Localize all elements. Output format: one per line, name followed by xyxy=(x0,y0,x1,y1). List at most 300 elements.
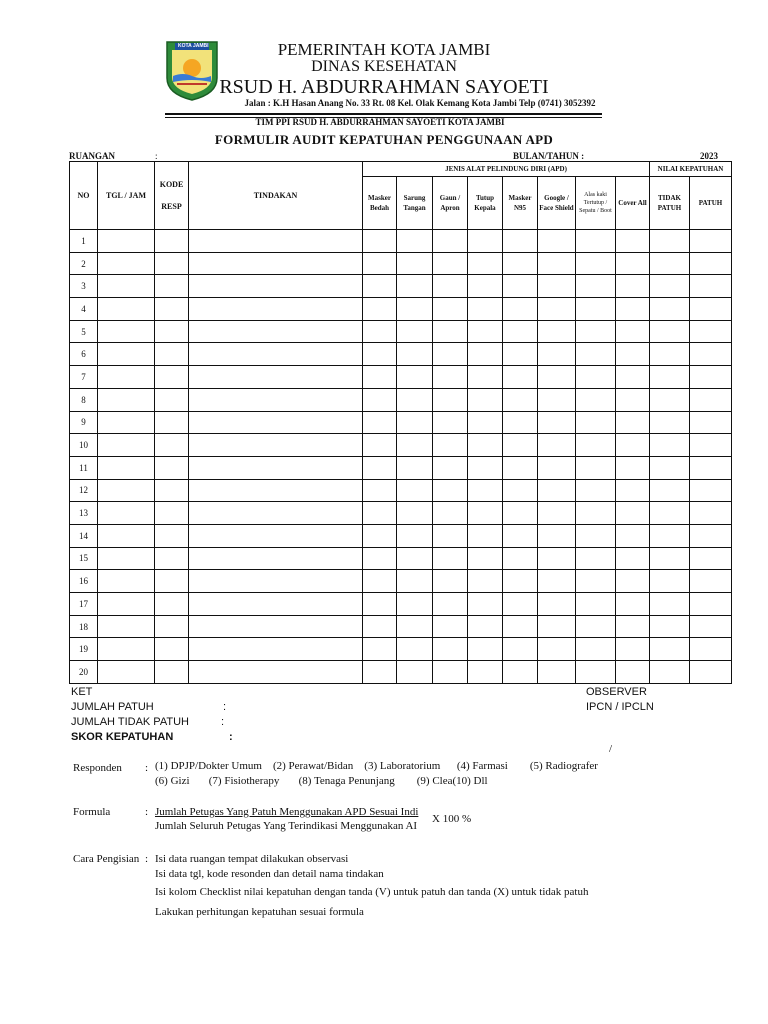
table-cell[interactable] xyxy=(503,388,538,411)
table-cell[interactable] xyxy=(397,661,433,684)
table-cell[interactable] xyxy=(468,570,503,593)
table-cell[interactable] xyxy=(155,502,189,525)
table-cell[interactable] xyxy=(538,388,576,411)
table-cell[interactable] xyxy=(468,320,503,343)
table-cell[interactable] xyxy=(397,275,433,298)
table-cell[interactable] xyxy=(155,275,189,298)
table-cell[interactable] xyxy=(397,456,433,479)
table-cell[interactable] xyxy=(690,230,732,253)
table-row xyxy=(70,615,732,638)
table-cell[interactable] xyxy=(189,570,363,593)
table-cell[interactable] xyxy=(98,343,155,366)
table-row xyxy=(70,275,732,298)
table-cell[interactable] xyxy=(650,343,690,366)
table-cell[interactable] xyxy=(576,252,616,275)
table-cell[interactable] xyxy=(363,230,397,253)
table-cell[interactable] xyxy=(98,388,155,411)
table-cell[interactable] xyxy=(189,320,363,343)
table-cell[interactable] xyxy=(189,615,363,638)
table-cell[interactable] xyxy=(189,502,363,525)
table-cell[interactable] xyxy=(468,479,503,502)
table-cell[interactable] xyxy=(576,434,616,457)
table-cell[interactable] xyxy=(363,320,397,343)
table-cell[interactable] xyxy=(503,275,538,298)
table-cell[interactable] xyxy=(363,615,397,638)
table-cell[interactable] xyxy=(538,298,576,321)
table-cell[interactable] xyxy=(433,456,468,479)
table-cell[interactable] xyxy=(503,252,538,275)
observer-label: OBSERVER xyxy=(586,686,647,698)
table-cell[interactable] xyxy=(576,388,616,411)
table-cell[interactable] xyxy=(650,615,690,638)
table-cell[interactable] xyxy=(503,479,538,502)
table-cell[interactable] xyxy=(189,479,363,502)
table-cell[interactable] xyxy=(468,275,503,298)
table-cell[interactable] xyxy=(397,411,433,434)
table-cell[interactable] xyxy=(576,570,616,593)
table-cell[interactable] xyxy=(155,230,189,253)
table-cell[interactable] xyxy=(433,593,468,616)
table-row xyxy=(70,366,732,389)
table-cell[interactable] xyxy=(189,638,363,661)
table-cell[interactable] xyxy=(576,230,616,253)
table-cell[interactable] xyxy=(616,524,650,547)
table-cell[interactable] xyxy=(650,524,690,547)
table-cell[interactable] xyxy=(363,388,397,411)
table-cell[interactable] xyxy=(690,366,732,389)
table-cell[interactable] xyxy=(397,343,433,366)
table-cell[interactable] xyxy=(690,275,732,298)
table-cell[interactable] xyxy=(433,298,468,321)
table-cell[interactable] xyxy=(98,230,155,253)
table-cell[interactable] xyxy=(468,298,503,321)
table-cell[interactable] xyxy=(538,252,576,275)
formula-numerator: Jumlah Petugas Yang Patuh Menggunakan APD Sesuai Indi xyxy=(155,806,419,818)
table-cell[interactable] xyxy=(576,479,616,502)
table-cell[interactable] xyxy=(616,502,650,525)
table-cell[interactable] xyxy=(503,615,538,638)
table-cell[interactable] xyxy=(98,638,155,661)
table-cell[interactable] xyxy=(616,434,650,457)
table-row xyxy=(70,252,732,275)
table-cell[interactable] xyxy=(98,434,155,457)
table-cell[interactable] xyxy=(433,615,468,638)
table-cell[interactable] xyxy=(98,502,155,525)
table-cell[interactable] xyxy=(538,230,576,253)
table-cell[interactable] xyxy=(468,388,503,411)
table-cell[interactable] xyxy=(616,298,650,321)
table-cell[interactable] xyxy=(363,570,397,593)
skor-label: SKOR KEPATUHAN xyxy=(71,731,174,743)
row-number: 2 xyxy=(70,252,98,275)
table-cell[interactable] xyxy=(98,615,155,638)
table-cell[interactable] xyxy=(433,343,468,366)
table-cell[interactable] xyxy=(538,593,576,616)
table-cell[interactable] xyxy=(468,615,503,638)
table-cell[interactable] xyxy=(155,456,189,479)
table-cell[interactable] xyxy=(189,411,363,434)
table-cell[interactable] xyxy=(189,456,363,479)
table-cell[interactable] xyxy=(363,434,397,457)
bulan-tahun-label: BULAN/TAHUN : xyxy=(513,151,585,161)
table-cell[interactable] xyxy=(189,298,363,321)
table-cell[interactable] xyxy=(503,661,538,684)
table-cell[interactable] xyxy=(690,479,732,502)
table-cell[interactable] xyxy=(650,434,690,457)
table-cell[interactable] xyxy=(189,230,363,253)
table-cell[interactable] xyxy=(155,320,189,343)
table-cell[interactable] xyxy=(616,252,650,275)
table-cell[interactable] xyxy=(538,524,576,547)
table-cell[interactable] xyxy=(616,411,650,434)
table-cell[interactable] xyxy=(650,275,690,298)
table-cell[interactable] xyxy=(538,434,576,457)
table-cell[interactable] xyxy=(363,593,397,616)
table-cell[interactable] xyxy=(98,456,155,479)
table-cell[interactable] xyxy=(690,456,732,479)
table-cell[interactable] xyxy=(189,252,363,275)
table-cell[interactable] xyxy=(650,252,690,275)
jumlah-patuh-colon: : xyxy=(223,701,227,713)
table-cell[interactable] xyxy=(397,570,433,593)
cara-item-1: Isi data ruangan tempat dilakukan observasi xyxy=(155,853,349,865)
row-number: 4 xyxy=(70,298,98,321)
table-cell[interactable] xyxy=(616,343,650,366)
table-cell[interactable] xyxy=(538,456,576,479)
table-cell[interactable] xyxy=(397,479,433,502)
table-cell[interactable] xyxy=(397,366,433,389)
table-cell[interactable] xyxy=(503,298,538,321)
table-cell[interactable] xyxy=(363,661,397,684)
table-cell[interactable] xyxy=(155,661,189,684)
table-row xyxy=(70,479,732,502)
table-cell[interactable] xyxy=(576,298,616,321)
table-cell[interactable] xyxy=(433,434,468,457)
table-cell[interactable] xyxy=(538,615,576,638)
table-row xyxy=(70,524,732,547)
row-number: 8 xyxy=(70,388,98,411)
table-cell[interactable] xyxy=(576,320,616,343)
table-cell[interactable] xyxy=(650,366,690,389)
table-cell[interactable] xyxy=(98,275,155,298)
table-cell[interactable] xyxy=(433,524,468,547)
table-cell[interactable] xyxy=(468,661,503,684)
table-cell[interactable] xyxy=(503,524,538,547)
table-cell[interactable] xyxy=(363,366,397,389)
table-cell[interactable] xyxy=(503,456,538,479)
table-cell[interactable] xyxy=(468,411,503,434)
table-cell[interactable] xyxy=(155,547,189,570)
table-cell[interactable] xyxy=(538,320,576,343)
table-cell[interactable] xyxy=(576,502,616,525)
table-cell[interactable] xyxy=(616,230,650,253)
table-cell[interactable] xyxy=(98,320,155,343)
table-cell[interactable] xyxy=(363,547,397,570)
row-number: 11 xyxy=(70,456,98,479)
col-header-gaun-apron: Gaun / Apron xyxy=(433,177,468,230)
table-cell[interactable] xyxy=(98,252,155,275)
table-cell[interactable] xyxy=(690,388,732,411)
table-cell[interactable] xyxy=(576,615,616,638)
table-cell[interactable] xyxy=(538,638,576,661)
audit-table xyxy=(69,161,732,684)
table-cell[interactable] xyxy=(155,388,189,411)
table-cell[interactable] xyxy=(363,638,397,661)
table-cell[interactable] xyxy=(468,638,503,661)
header-address: Jalan : K.H Hasan Anang No. 33 Rt. 08 Kel. Olak Kemang Kota Jambi Telp (0741) 3052392 xyxy=(244,98,596,108)
table-cell[interactable] xyxy=(650,388,690,411)
formula-label: Formula xyxy=(73,806,111,818)
table-row xyxy=(70,230,732,253)
table-cell[interactable] xyxy=(503,570,538,593)
table-cell[interactable] xyxy=(503,343,538,366)
table-cell[interactable] xyxy=(616,593,650,616)
table-cell[interactable] xyxy=(363,456,397,479)
row-number: 10 xyxy=(70,434,98,457)
table-cell[interactable] xyxy=(397,230,433,253)
table-cell[interactable] xyxy=(690,524,732,547)
table-cell[interactable] xyxy=(397,638,433,661)
header-rule-thick xyxy=(165,113,602,115)
table-cell[interactable] xyxy=(468,366,503,389)
table-cell[interactable] xyxy=(576,547,616,570)
table-cell[interactable] xyxy=(650,547,690,570)
logo-text: KOTA JAMBI xyxy=(178,43,209,49)
table-cell[interactable] xyxy=(189,343,363,366)
table-cell[interactable] xyxy=(468,456,503,479)
table-cell[interactable] xyxy=(397,615,433,638)
table-cell[interactable] xyxy=(650,230,690,253)
table-cell[interactable] xyxy=(363,479,397,502)
table-cell[interactable] xyxy=(503,502,538,525)
table-cell[interactable] xyxy=(503,320,538,343)
table-cell[interactable] xyxy=(650,479,690,502)
table-cell[interactable] xyxy=(650,661,690,684)
table-cell[interactable] xyxy=(616,570,650,593)
table-cell[interactable] xyxy=(433,411,468,434)
table-cell[interactable] xyxy=(650,411,690,434)
table-cell[interactable] xyxy=(363,343,397,366)
table-cell[interactable] xyxy=(363,252,397,275)
table-cell[interactable] xyxy=(433,479,468,502)
table-cell[interactable] xyxy=(98,479,155,502)
table-cell[interactable] xyxy=(650,456,690,479)
group-header-nilai: NILAI KEPATUHAN xyxy=(650,162,732,177)
table-cell[interactable] xyxy=(650,570,690,593)
table-cell[interactable] xyxy=(503,366,538,389)
table-cell[interactable] xyxy=(397,252,433,275)
table-cell[interactable] xyxy=(363,275,397,298)
skor-colon: : xyxy=(229,731,233,743)
table-cell[interactable] xyxy=(650,298,690,321)
table-cell[interactable] xyxy=(155,479,189,502)
table-cell[interactable] xyxy=(155,615,189,638)
table-cell[interactable] xyxy=(189,547,363,570)
table-cell[interactable] xyxy=(690,502,732,525)
table-cell[interactable] xyxy=(503,593,538,616)
table-cell[interactable] xyxy=(616,388,650,411)
table-cell[interactable] xyxy=(433,366,468,389)
table-cell[interactable] xyxy=(616,638,650,661)
table-cell[interactable] xyxy=(397,320,433,343)
table-row xyxy=(70,502,732,525)
table-cell[interactable] xyxy=(397,593,433,616)
table-cell[interactable] xyxy=(189,593,363,616)
table-cell[interactable] xyxy=(576,343,616,366)
table-cell[interactable] xyxy=(433,547,468,570)
table-cell[interactable] xyxy=(690,570,732,593)
table-row xyxy=(70,434,732,457)
table-cell[interactable] xyxy=(503,434,538,457)
table-cell[interactable] xyxy=(576,456,616,479)
table-cell[interactable] xyxy=(98,570,155,593)
table-cell[interactable] xyxy=(616,320,650,343)
table-cell[interactable] xyxy=(616,456,650,479)
table-cell[interactable] xyxy=(616,615,650,638)
table-cell[interactable] xyxy=(155,593,189,616)
table-cell[interactable] xyxy=(189,366,363,389)
table-cell[interactable] xyxy=(98,593,155,616)
table-cell[interactable] xyxy=(690,411,732,434)
table-cell[interactable] xyxy=(397,434,433,457)
table-cell[interactable] xyxy=(363,411,397,434)
table-cell[interactable] xyxy=(98,411,155,434)
table-cell[interactable] xyxy=(433,661,468,684)
table-cell[interactable] xyxy=(690,434,732,457)
table-cell[interactable] xyxy=(503,638,538,661)
table-cell[interactable] xyxy=(650,638,690,661)
table-cell[interactable] xyxy=(616,661,650,684)
ruangan-label: RUANGAN xyxy=(69,151,115,161)
table-cell[interactable] xyxy=(538,547,576,570)
table-cell[interactable] xyxy=(616,479,650,502)
table-cell[interactable] xyxy=(503,230,538,253)
table-cell[interactable] xyxy=(616,547,650,570)
table-cell[interactable] xyxy=(397,524,433,547)
table-cell[interactable] xyxy=(433,388,468,411)
col-header-face-shield: Google / Face Shield xyxy=(538,177,576,230)
table-cell[interactable] xyxy=(468,252,503,275)
table-cell[interactable] xyxy=(690,298,732,321)
table-cell[interactable] xyxy=(690,593,732,616)
row-number: 19 xyxy=(70,638,98,661)
table-cell[interactable] xyxy=(650,502,690,525)
table-cell[interactable] xyxy=(538,661,576,684)
table-cell[interactable] xyxy=(690,661,732,684)
table-cell[interactable] xyxy=(468,524,503,547)
table-cell[interactable] xyxy=(576,275,616,298)
table-cell[interactable] xyxy=(538,479,576,502)
table-cell[interactable] xyxy=(155,638,189,661)
table-cell[interactable] xyxy=(363,502,397,525)
table-cell[interactable] xyxy=(468,343,503,366)
table-cell[interactable] xyxy=(155,434,189,457)
row-number: 17 xyxy=(70,593,98,616)
table-cell[interactable] xyxy=(690,343,732,366)
table-cell[interactable] xyxy=(433,320,468,343)
table-cell[interactable] xyxy=(433,275,468,298)
table-cell[interactable] xyxy=(433,570,468,593)
row-number: 12 xyxy=(70,479,98,502)
table-cell[interactable] xyxy=(433,252,468,275)
table-cell[interactable] xyxy=(650,320,690,343)
row-number: 13 xyxy=(70,502,98,525)
table-cell[interactable] xyxy=(155,343,189,366)
table-cell[interactable] xyxy=(468,502,503,525)
header-line-1: PEMERINTAH KOTA JAMBI xyxy=(277,40,491,59)
table-cell[interactable] xyxy=(397,298,433,321)
table-cell[interactable] xyxy=(576,593,616,616)
formula-denominator: Jumlah Seluruh Petugas Yang Terindikasi Menggunakan AI xyxy=(155,820,418,832)
responden-line-2: (6) Gizi (7) Fisiotherapy (8) Tenaga Penunjang (9) Clea(10) Dll xyxy=(155,775,488,787)
table-cell[interactable] xyxy=(690,615,732,638)
table-cell[interactable] xyxy=(98,661,155,684)
table-cell[interactable] xyxy=(576,638,616,661)
table-cell[interactable] xyxy=(189,661,363,684)
table-cell[interactable] xyxy=(189,275,363,298)
table-cell[interactable] xyxy=(690,547,732,570)
table-cell[interactable] xyxy=(690,320,732,343)
table-cell[interactable] xyxy=(538,411,576,434)
table-cell[interactable] xyxy=(538,502,576,525)
table-cell[interactable] xyxy=(155,298,189,321)
table-cell[interactable] xyxy=(576,661,616,684)
table-cell[interactable] xyxy=(363,524,397,547)
table-cell[interactable] xyxy=(576,366,616,389)
table-cell[interactable] xyxy=(576,524,616,547)
table-cell[interactable] xyxy=(397,547,433,570)
table-cell[interactable] xyxy=(690,252,732,275)
table-cell[interactable] xyxy=(538,343,576,366)
table-cell[interactable] xyxy=(98,547,155,570)
table-cell[interactable] xyxy=(503,411,538,434)
table-cell[interactable] xyxy=(576,411,616,434)
table-cell[interactable] xyxy=(98,524,155,547)
table-cell[interactable] xyxy=(397,502,433,525)
table-cell[interactable] xyxy=(433,230,468,253)
table-cell[interactable] xyxy=(189,524,363,547)
table-cell[interactable] xyxy=(468,547,503,570)
table-cell[interactable] xyxy=(155,524,189,547)
table-cell[interactable] xyxy=(650,593,690,616)
table-cell[interactable] xyxy=(538,366,576,389)
table-cell[interactable] xyxy=(363,298,397,321)
table-cell[interactable] xyxy=(397,388,433,411)
table-cell[interactable] xyxy=(690,638,732,661)
table-cell[interactable] xyxy=(468,434,503,457)
table-cell[interactable] xyxy=(503,547,538,570)
table-cell[interactable] xyxy=(155,252,189,275)
table-cell[interactable] xyxy=(155,570,189,593)
table-cell[interactable] xyxy=(433,638,468,661)
table-cell[interactable] xyxy=(468,230,503,253)
table-cell[interactable] xyxy=(189,434,363,457)
table-cell[interactable] xyxy=(433,502,468,525)
responden-colon: : xyxy=(145,762,149,774)
table-cell[interactable] xyxy=(155,411,189,434)
table-cell[interactable] xyxy=(616,366,650,389)
table-cell[interactable] xyxy=(538,275,576,298)
table-cell[interactable] xyxy=(155,366,189,389)
table-cell[interactable] xyxy=(189,388,363,411)
table-cell[interactable] xyxy=(538,570,576,593)
table-row xyxy=(70,343,732,366)
table-cell[interactable] xyxy=(98,298,155,321)
table-cell[interactable] xyxy=(468,593,503,616)
table-cell[interactable] xyxy=(616,275,650,298)
jumlah-patuh-label: JUMLAH PATUH xyxy=(71,701,154,713)
table-cell[interactable] xyxy=(98,366,155,389)
